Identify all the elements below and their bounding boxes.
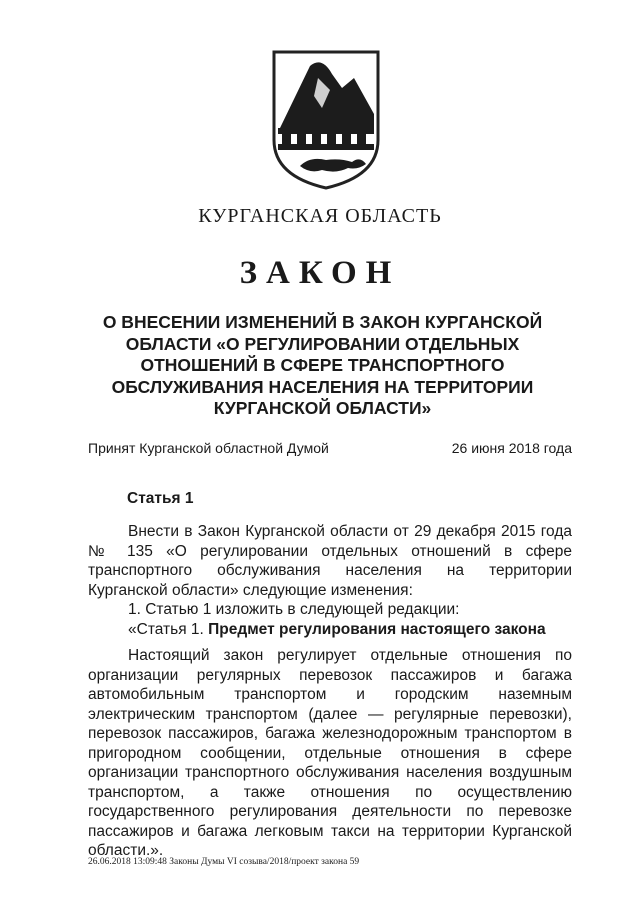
- quoted-article-body-block: [88, 646, 572, 861]
- quote-title: Предмет регулирования настоящего закона: [208, 620, 546, 638]
- article-heading: Статья 1: [127, 490, 194, 507]
- document-type: ЗАКОН: [239, 255, 401, 291]
- amendment-items: [88, 600, 572, 639]
- quoted-article-body: Настоящий закон регулирует отдельные отношения по организации регулярных перевозок пассажиров и багажа автомобильным транспортом и городским наземным электрическим транспортом (далее — регулярные перевозки), перевозок пассажиров, багажа железнодорожным транспортом в пригородном сообщении, отдельные отношения в сфере организации транспортного обслуживания населения воздушным транспортом, а также отношения по осуществлению государственного регулирования деятельности по перевозке пассажиров и багажа легковым такси на территории Курганской области.».: [88, 647, 572, 859]
- amendment-item-1: 1. Статью 1 изложить в следующей редакции:: [128, 601, 460, 618]
- adoption-date: 26 июня 2018 года: [451, 440, 572, 456]
- document-footer: 26.06.2018 13:09:48 Законы Думы VI созыва/2018/проект закона 59: [88, 857, 360, 867]
- article-intro: Внести в Закон Курганской области от 29 декабря 2015 года № 135 «О регулировании отдельных отношений в сфере транспортного обслуживания населения на территории Курганской области» следующие изменения:: [88, 523, 572, 599]
- quote-prefix: «Статья 1.: [128, 620, 209, 638]
- region-name: КУРГАНСКАЯ ОБЛАСТЬ: [198, 205, 442, 227]
- law-title: О ВНЕСЕНИИ ИЗМЕНЕНИЙ В ЗАКОН КУРГАНСКОЙ ОБЛАСТИ «О РЕГУЛИРОВАНИИ ОТДЕЛЬНЫХ ОТНОШЕНИЙ В СФЕРЕ ТРАНСПОРТНОГО ОБСЛУЖИВАНИЯ НАСЕЛЕНИЯ НА ТЕРРИТОРИИ КУРГАНСКОЙ ОБЛАСТИ»: [102, 312, 543, 418]
- quoted-article-heading: [88, 620, 572, 640]
- adoption-line: [88, 440, 572, 460]
- coat-of-arms-icon: [270, 48, 382, 190]
- article-intro-block: [88, 522, 572, 600]
- adopted-by: Принят Курганской областной Думой: [88, 440, 329, 456]
